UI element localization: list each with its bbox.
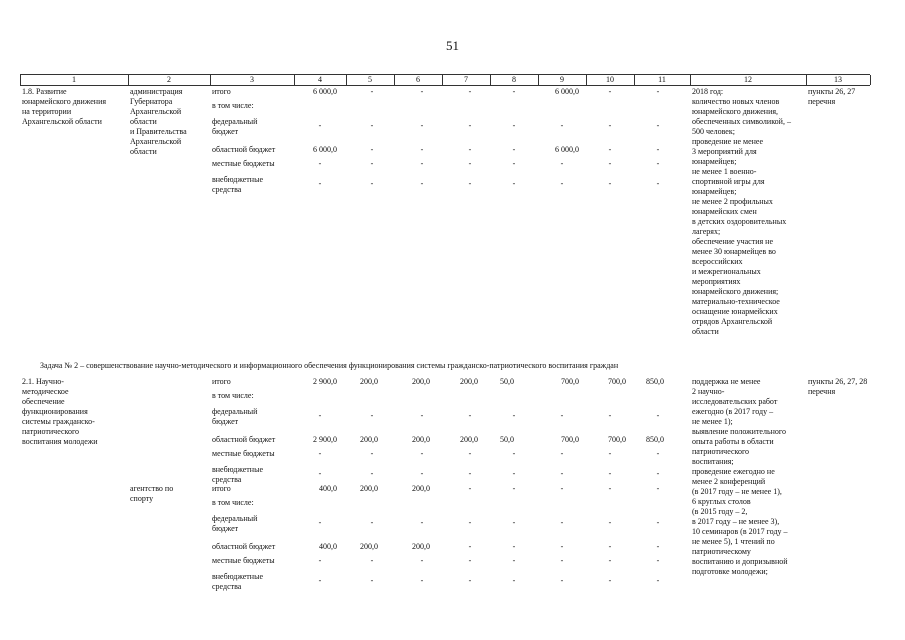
value-dash: - — [608, 556, 612, 565]
value-dash: - — [512, 556, 516, 565]
source-label: федеральный — [212, 117, 258, 126]
value-dash: - — [608, 518, 612, 527]
activity-name: 2.1. Научно- — [22, 377, 64, 386]
value-dash: - — [656, 87, 660, 96]
value-cell: 6 000,0 — [555, 87, 579, 96]
value-dash: - — [608, 145, 612, 154]
value-dash: - — [560, 556, 564, 565]
responsible-executor: области — [130, 147, 157, 156]
expected-results: менее 30 юнармейцев во — [692, 247, 776, 256]
column-header-8: 8 — [512, 75, 516, 84]
plan-reference: пункты 26, 27, 28 — [808, 377, 868, 386]
value-cell: 700,0 — [608, 377, 626, 386]
activity-name: 1.8. Развитие — [22, 87, 67, 96]
value-dash: - — [318, 179, 322, 188]
value-dash: - — [656, 542, 660, 551]
value-dash: - — [608, 121, 612, 130]
value-dash: - — [512, 449, 516, 458]
value-dash: - — [318, 159, 322, 168]
value-dash: - — [370, 145, 374, 154]
expected-results: проведение не менее — [692, 137, 764, 146]
column-divider — [538, 75, 539, 85]
value-dash: - — [318, 518, 322, 527]
value-dash: - — [512, 145, 516, 154]
plan-reference: перечня — [808, 387, 836, 396]
expected-results: 10 семинаров (в 2017 году – — [692, 527, 788, 536]
expected-results: ежегодно (в 2017 году – — [692, 407, 774, 416]
value-dash: - — [512, 121, 516, 130]
value-dash: - — [512, 411, 516, 420]
responsible-executor: спорту — [130, 494, 154, 503]
column-divider — [394, 75, 395, 85]
value-cell: 200,0 — [460, 435, 478, 444]
value-dash: - — [420, 411, 424, 420]
expected-results: исследовательских работ — [692, 397, 778, 406]
value-cell: 2 900,0 — [313, 377, 337, 386]
value-dash: - — [468, 556, 472, 565]
value-dash: - — [608, 542, 612, 551]
value-dash: - — [420, 556, 424, 565]
responsible-executor: администрация — [130, 87, 183, 96]
value-dash: - — [560, 518, 564, 527]
expected-results: 2018 год: — [692, 87, 724, 96]
responsible-executor: и Правительства — [130, 127, 187, 136]
value-dash: - — [370, 411, 374, 420]
value-dash: - — [468, 518, 472, 527]
expected-results: оснащение юнармейских — [692, 307, 778, 316]
value-dash: - — [608, 449, 612, 458]
value-dash: - — [560, 179, 564, 188]
expected-results: материально-техническое — [692, 297, 780, 306]
value-dash: - — [370, 121, 374, 130]
column-header-6: 6 — [416, 75, 420, 84]
value-cell: 200,0 — [360, 435, 378, 444]
value-dash: - — [420, 87, 424, 96]
page-number: 51 — [446, 38, 459, 53]
value-dash: - — [370, 179, 374, 188]
value-dash: - — [420, 179, 424, 188]
plan-reference: перечня — [808, 97, 836, 106]
expected-results: всероссийских — [692, 257, 743, 266]
responsible-executor: области — [130, 117, 157, 126]
expected-results: 6 круглых столов — [692, 497, 751, 506]
value-dash: - — [370, 556, 374, 565]
value-dash: - — [318, 576, 322, 585]
source-label: в том числе: — [212, 498, 254, 507]
value-dash: - — [656, 179, 660, 188]
value-dash: - — [608, 411, 612, 420]
value-dash: - — [468, 145, 472, 154]
source-label: областной бюджет — [212, 145, 276, 154]
value-dash: - — [468, 159, 472, 168]
expected-results: (в 2015 году – 2, — [692, 507, 748, 516]
expected-results: не менее 1 военно- — [692, 167, 757, 176]
value-dash: - — [656, 411, 660, 420]
expected-results: юнармейского движения, — [692, 107, 779, 116]
source-label: федеральный — [212, 514, 258, 523]
value-dash: - — [318, 469, 322, 478]
activity-name: воспитания молодежи — [22, 437, 98, 446]
responsible-executor: агентство по — [130, 484, 174, 493]
value-dash: - — [656, 556, 660, 565]
value-dash: - — [370, 449, 374, 458]
responsible-executor: Архангельской — [130, 107, 182, 116]
expected-results: отрядов Архангельской — [692, 317, 773, 326]
expected-results: юнармейского движения; — [692, 287, 779, 296]
source-label: местные бюджеты — [212, 556, 275, 565]
value-dash: - — [468, 542, 472, 551]
expected-results: юнармейцев; — [692, 187, 737, 196]
expected-results: менее 2 конференций — [692, 477, 766, 486]
column-header-4: 4 — [318, 75, 322, 84]
source-label: средства — [212, 582, 242, 591]
expected-results: выявление положительного — [692, 427, 786, 436]
value-dash: - — [468, 179, 472, 188]
source-label: местные бюджеты — [212, 159, 275, 168]
column-header-3: 3 — [250, 75, 254, 84]
expected-results: в 2017 году – не менее 3), — [692, 517, 780, 526]
value-dash: - — [656, 484, 660, 493]
value-cell: 200,0 — [460, 377, 478, 386]
column-divider — [490, 75, 491, 85]
value-dash: - — [560, 411, 564, 420]
value-dash: - — [512, 518, 516, 527]
value-cell: 6 000,0 — [313, 87, 337, 96]
value-dash: - — [318, 411, 322, 420]
value-cell: 700,0 — [561, 377, 579, 386]
value-dash: - — [420, 469, 424, 478]
source-label: итого — [212, 87, 231, 96]
column-header-13: 13 — [834, 75, 842, 84]
value-cell: 850,0 — [646, 377, 664, 386]
expected-results: подготовке молодежи; — [692, 567, 768, 576]
value-cell: 200,0 — [360, 542, 378, 551]
value-dash: - — [468, 469, 472, 478]
value-dash: - — [560, 121, 564, 130]
value-cell: 700,0 — [608, 435, 626, 444]
value-dash: - — [608, 159, 612, 168]
value-cell: 50,0 — [500, 377, 514, 386]
value-cell: 200,0 — [360, 377, 378, 386]
source-label: итого — [212, 377, 231, 386]
value-dash: - — [370, 87, 374, 96]
expected-results: патриотического — [692, 447, 750, 456]
source-label: областной бюджет — [212, 542, 276, 551]
value-cell: 200,0 — [412, 377, 430, 386]
column-header-2: 2 — [167, 75, 171, 84]
column-divider — [20, 75, 21, 85]
value-dash: - — [512, 542, 516, 551]
source-label: областной бюджет — [212, 435, 276, 444]
value-dash: - — [656, 159, 660, 168]
source-label: внебюджетные — [212, 175, 263, 184]
column-header-1: 1 — [72, 75, 76, 84]
value-dash: - — [512, 469, 516, 478]
value-dash: - — [656, 121, 660, 130]
value-dash: - — [420, 518, 424, 527]
source-label: в том числе: — [212, 101, 254, 110]
value-dash: - — [560, 159, 564, 168]
source-label: федеральный — [212, 407, 258, 416]
source-label: бюджет — [212, 417, 239, 426]
expected-results: воспитанию и допризывной — [692, 557, 788, 566]
value-cell: 200,0 — [412, 484, 430, 493]
value-dash: - — [468, 484, 472, 493]
value-cell: 2 900,0 — [313, 435, 337, 444]
value-dash: - — [560, 449, 564, 458]
value-dash: - — [370, 576, 374, 585]
value-dash: - — [318, 449, 322, 458]
column-divider — [870, 75, 871, 85]
value-dash: - — [656, 469, 660, 478]
column-header-5: 5 — [368, 75, 372, 84]
column-header-9: 9 — [560, 75, 564, 84]
column-divider — [294, 75, 295, 85]
value-cell: 200,0 — [412, 435, 430, 444]
value-cell: 400,0 — [319, 484, 337, 493]
value-dash: - — [656, 449, 660, 458]
activity-name: методическое — [22, 387, 69, 396]
value-cell: 6 000,0 — [313, 145, 337, 154]
expected-results: не менее 2 профильных — [692, 197, 773, 206]
value-dash: - — [512, 576, 516, 585]
value-cell: 400,0 — [319, 542, 337, 551]
value-dash: - — [608, 484, 612, 493]
expected-results: воспитания; — [692, 457, 734, 466]
expected-results: 3 мероприятий для — [692, 147, 757, 156]
value-cell: 50,0 — [500, 435, 514, 444]
column-divider — [690, 75, 691, 85]
value-dash: - — [656, 145, 660, 154]
responsible-executor: Архангельской — [130, 137, 182, 146]
value-dash: - — [468, 411, 472, 420]
value-dash: - — [560, 484, 564, 493]
task-heading: Задача № 2 – совершенствование научно-методического и информационного обеспечения функционирования системы гражданско-патриотического воспитания граждан — [40, 361, 619, 370]
column-divider — [586, 75, 587, 85]
column-header-11: 11 — [658, 75, 666, 84]
expected-results: лагерях; — [692, 227, 721, 236]
source-label: бюджет — [212, 524, 239, 533]
value-cell: 6 000,0 — [555, 145, 579, 154]
source-label: средства — [212, 475, 242, 484]
value-dash: - — [656, 518, 660, 527]
expected-results: опыта работы в области — [692, 437, 774, 446]
expected-results: юнармейских смен — [692, 207, 757, 216]
value-dash: - — [420, 159, 424, 168]
expected-results: области — [692, 327, 719, 336]
value-dash: - — [608, 179, 612, 188]
value-dash: - — [608, 469, 612, 478]
source-label: внебюджетные — [212, 572, 263, 581]
value-dash: - — [420, 121, 424, 130]
value-dash: - — [420, 145, 424, 154]
value-cell: 700,0 — [561, 435, 579, 444]
activity-name: функционирования — [22, 407, 88, 416]
column-header-7: 7 — [464, 75, 468, 84]
value-dash: - — [370, 518, 374, 527]
source-label: итого — [212, 484, 231, 493]
activity-name: юнармейского движения — [22, 97, 107, 106]
value-dash: - — [370, 469, 374, 478]
expected-results: обеспечение участия не — [692, 237, 773, 246]
column-divider — [210, 75, 211, 85]
value-dash: - — [608, 87, 612, 96]
column-number-header — [20, 74, 870, 86]
column-divider — [806, 75, 807, 85]
expected-results: 2 научно- — [692, 387, 725, 396]
value-cell: 200,0 — [412, 542, 430, 551]
value-dash: - — [512, 87, 516, 96]
column-divider — [128, 75, 129, 85]
value-dash: - — [560, 469, 564, 478]
expected-results: поддержка не менее — [692, 377, 761, 386]
value-dash: - — [512, 159, 516, 168]
value-dash: - — [468, 449, 472, 458]
activity-name: на территории — [22, 107, 72, 116]
expected-results: обеспеченных символикой, – — [692, 117, 791, 126]
value-dash: - — [468, 87, 472, 96]
column-divider — [442, 75, 443, 85]
source-label: в том числе: — [212, 391, 254, 400]
expected-results: не менее 5), 1 чтений по — [692, 537, 775, 546]
column-header-10: 10 — [606, 75, 614, 84]
expected-results: 500 человек; — [692, 127, 735, 136]
value-dash: - — [512, 179, 516, 188]
value-cell: 850,0 — [646, 435, 664, 444]
activity-name: Архангельской области — [22, 117, 102, 126]
value-cell: 200,0 — [360, 484, 378, 493]
expected-results: мероприятиях — [692, 277, 741, 286]
responsible-executor: Губернатора — [130, 97, 173, 106]
expected-results: спортивной игры для — [692, 177, 765, 186]
expected-results: (в 2017 году – не менее 1), — [692, 487, 782, 496]
expected-results: патриотическому — [692, 547, 751, 556]
expected-results: юнармейцев; — [692, 157, 737, 166]
value-dash: - — [420, 576, 424, 585]
source-label: бюджет — [212, 127, 239, 136]
plan-reference: пункты 26, 27 — [808, 87, 856, 96]
source-label: местные бюджеты — [212, 449, 275, 458]
activity-name: системы гражданско- — [22, 417, 95, 426]
value-dash: - — [318, 556, 322, 565]
column-header-12: 12 — [744, 75, 752, 84]
value-dash: - — [512, 484, 516, 493]
value-dash: - — [560, 576, 564, 585]
expected-results: не менее 1); — [692, 417, 733, 426]
value-dash: - — [656, 576, 660, 585]
value-dash: - — [608, 576, 612, 585]
value-dash: - — [560, 542, 564, 551]
expected-results: и межрегиональных — [692, 267, 761, 276]
value-dash: - — [370, 159, 374, 168]
value-dash: - — [318, 121, 322, 130]
value-dash: - — [420, 449, 424, 458]
activity-name: обеспечение — [22, 397, 65, 406]
expected-results: проведение ежегодно не — [692, 467, 775, 476]
source-label: внебюджетные — [212, 465, 263, 474]
source-label: средства — [212, 185, 242, 194]
expected-results: в детских оздоровительных — [692, 217, 787, 226]
value-dash: - — [468, 121, 472, 130]
expected-results: количество новых членов — [692, 97, 780, 106]
column-divider — [346, 75, 347, 85]
column-divider — [634, 75, 635, 85]
activity-name: патриотического — [22, 427, 80, 436]
value-dash: - — [468, 576, 472, 585]
